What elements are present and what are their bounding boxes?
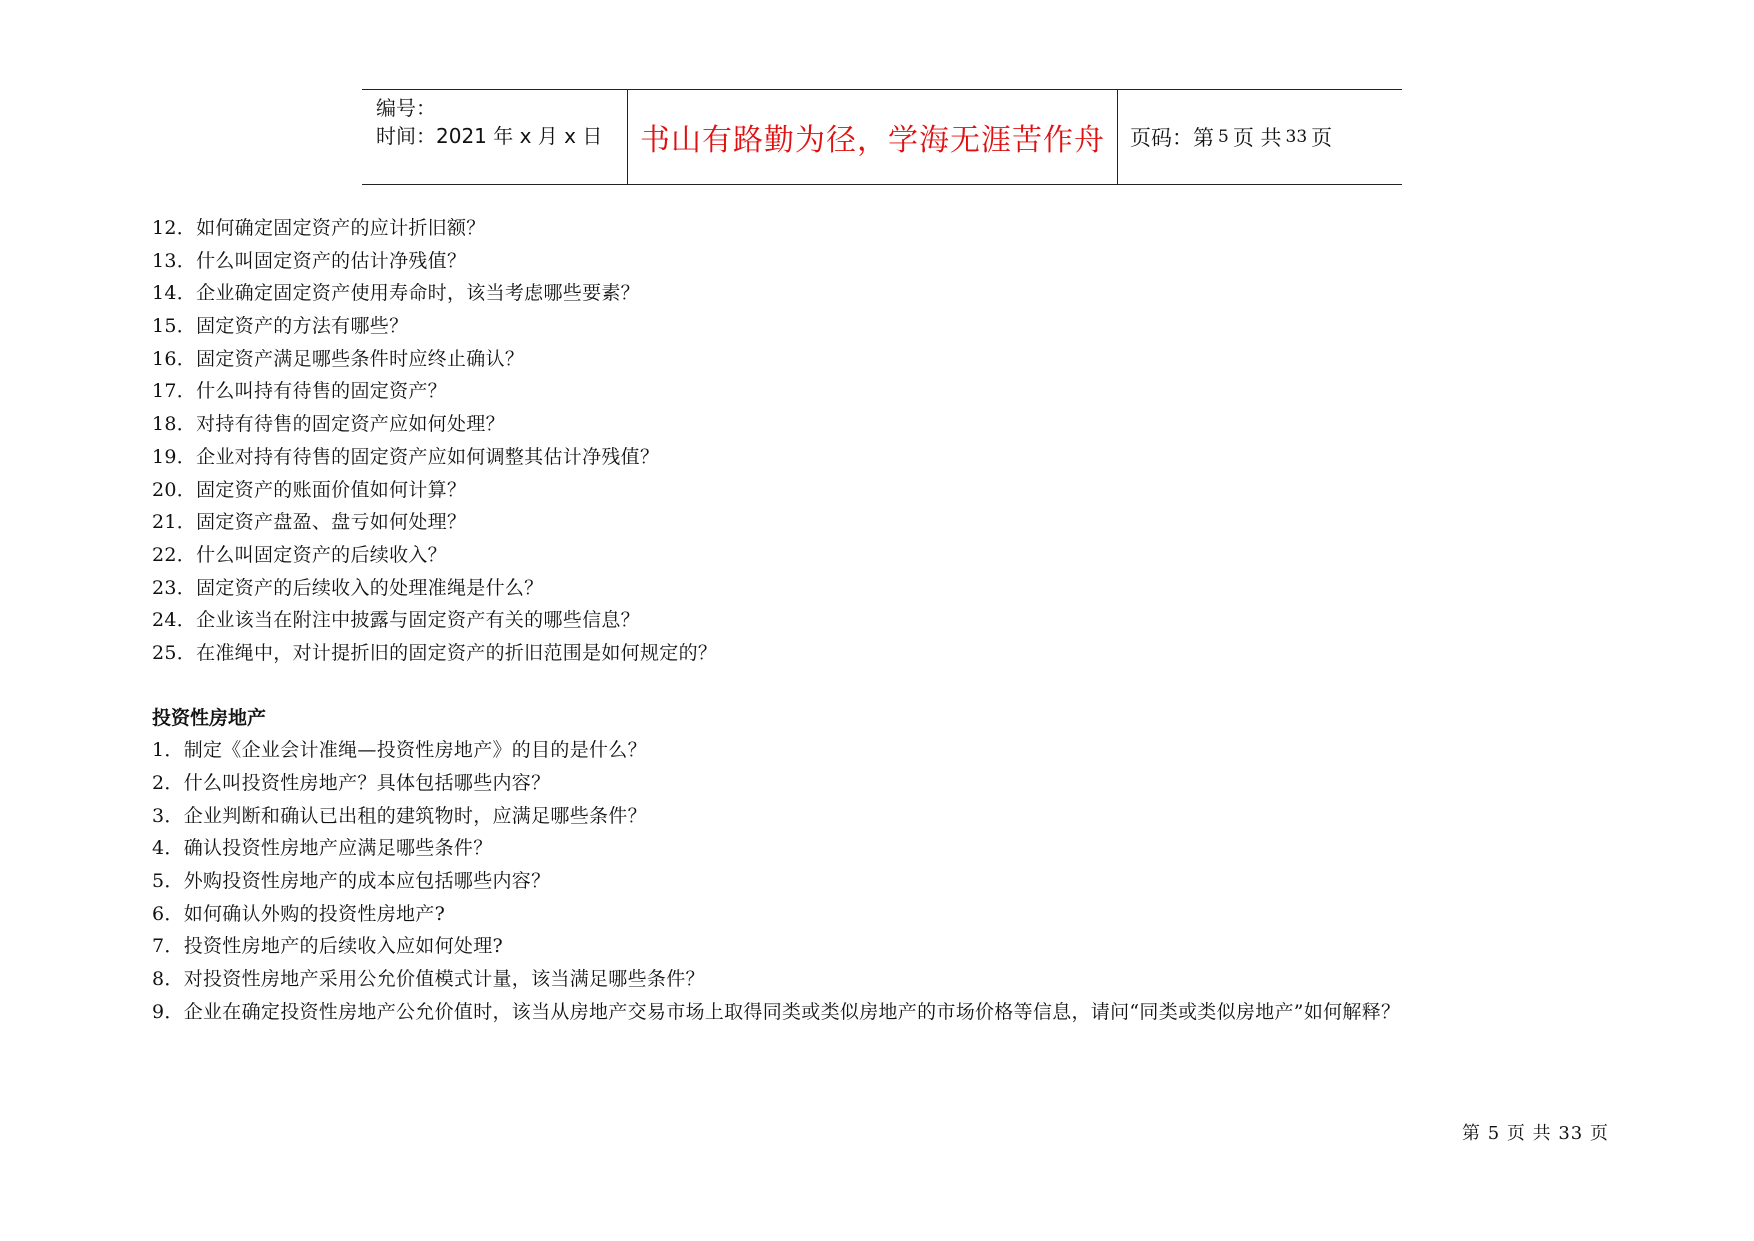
question-item: 8．对投资性房地产采用公允价值模式计量，该当满足哪些条件？ (152, 968, 705, 991)
question-item: 9．企业在确定投资性房地产公允价值时，该当从房地产交易市场上取得同类或类似房地产的市场价格等信息，请问“同类或类似房地产”如何解释？ (152, 1000, 1401, 1023)
question-item: 15．固定资产的方法有哪些？ (152, 315, 409, 338)
header-page-indicator (1118, 90, 1402, 184)
question-item: 20．固定资产的账面价值如何计算？ (152, 478, 467, 501)
document-date: 时间：2021 年 x 月 x 日 (376, 124, 603, 148)
question-item: 24．企业该当在附注中披露与固定资产有关的哪些信息？ (152, 609, 640, 632)
page-footer: 第 5 页 共 33 页 (1462, 1123, 1609, 1144)
question-item: 23．固定资产的后续收入的处理准绳是什么？ (152, 576, 544, 599)
question-item: 18．对持有待售的固定资产应如何处理？ (152, 413, 505, 436)
question-item: 3．企业判断和确认已出租的建筑物时，应满足哪些条件？ (152, 804, 647, 827)
question-item: 6．如何确认外购的投资性房地产? (152, 902, 446, 925)
question-item: 12．如何确定固定资产的应计折旧额？ (152, 217, 486, 239)
header-motto: 书山有路勤为径，学海无涯苦作舟 (628, 90, 1118, 184)
header-info (362, 90, 628, 184)
fixed-asset-questions (152, 212, 1652, 670)
page-content (152, 212, 1652, 1029)
page-header (362, 89, 1402, 185)
question-item: 22．什么叫固定资产的后续收入？ (152, 543, 447, 566)
investment-property-questions (152, 734, 1652, 1028)
page-mid: 页 共 (1232, 126, 1282, 150)
page-current: 5 (1218, 127, 1229, 147)
page-suffix: 页 (1311, 126, 1333, 150)
question-item: 16．固定资产满足哪些条件时应终止确认？ (152, 347, 525, 370)
question-item: 14．企业确定固定资产使用寿命时，该当考虑哪些要素？ (152, 282, 640, 305)
question-item: 19．企业对持有待售的固定资产应如何调整其估计净残值？ (152, 445, 660, 468)
question-item: 13．什么叫固定资产的估计净残值？ (152, 249, 467, 272)
question-item: 5．外购投资性房地产的成本应包括哪些内容？ (152, 870, 551, 893)
section-heading: 投资性房地产 (152, 706, 267, 729)
page-total: 33 (1285, 127, 1308, 147)
question-item: 25．在准绳中，对计提折旧的固定资产的折旧范围是如何规定的？ (152, 641, 718, 664)
question-item: 21．固定资产盘盈、盘亏如何处理？ (152, 511, 467, 534)
question-item: 4．确认投资性房地产应满足哪些条件？ (152, 837, 493, 860)
page-prefix: 页码：第 (1130, 126, 1214, 150)
document-number-label: 编号： (376, 96, 436, 120)
question-item: 2．什么叫投资性房地产？具体包括哪些内容？ (152, 772, 551, 795)
question-item: 1．制定《企业会计准绳—投资性房地产》的目的是什么？ (152, 739, 647, 762)
question-item: 17．什么叫持有待售的固定资产？ (152, 380, 447, 403)
question-item: 7．投资性房地产的后续收入应如何处理? (152, 935, 503, 958)
